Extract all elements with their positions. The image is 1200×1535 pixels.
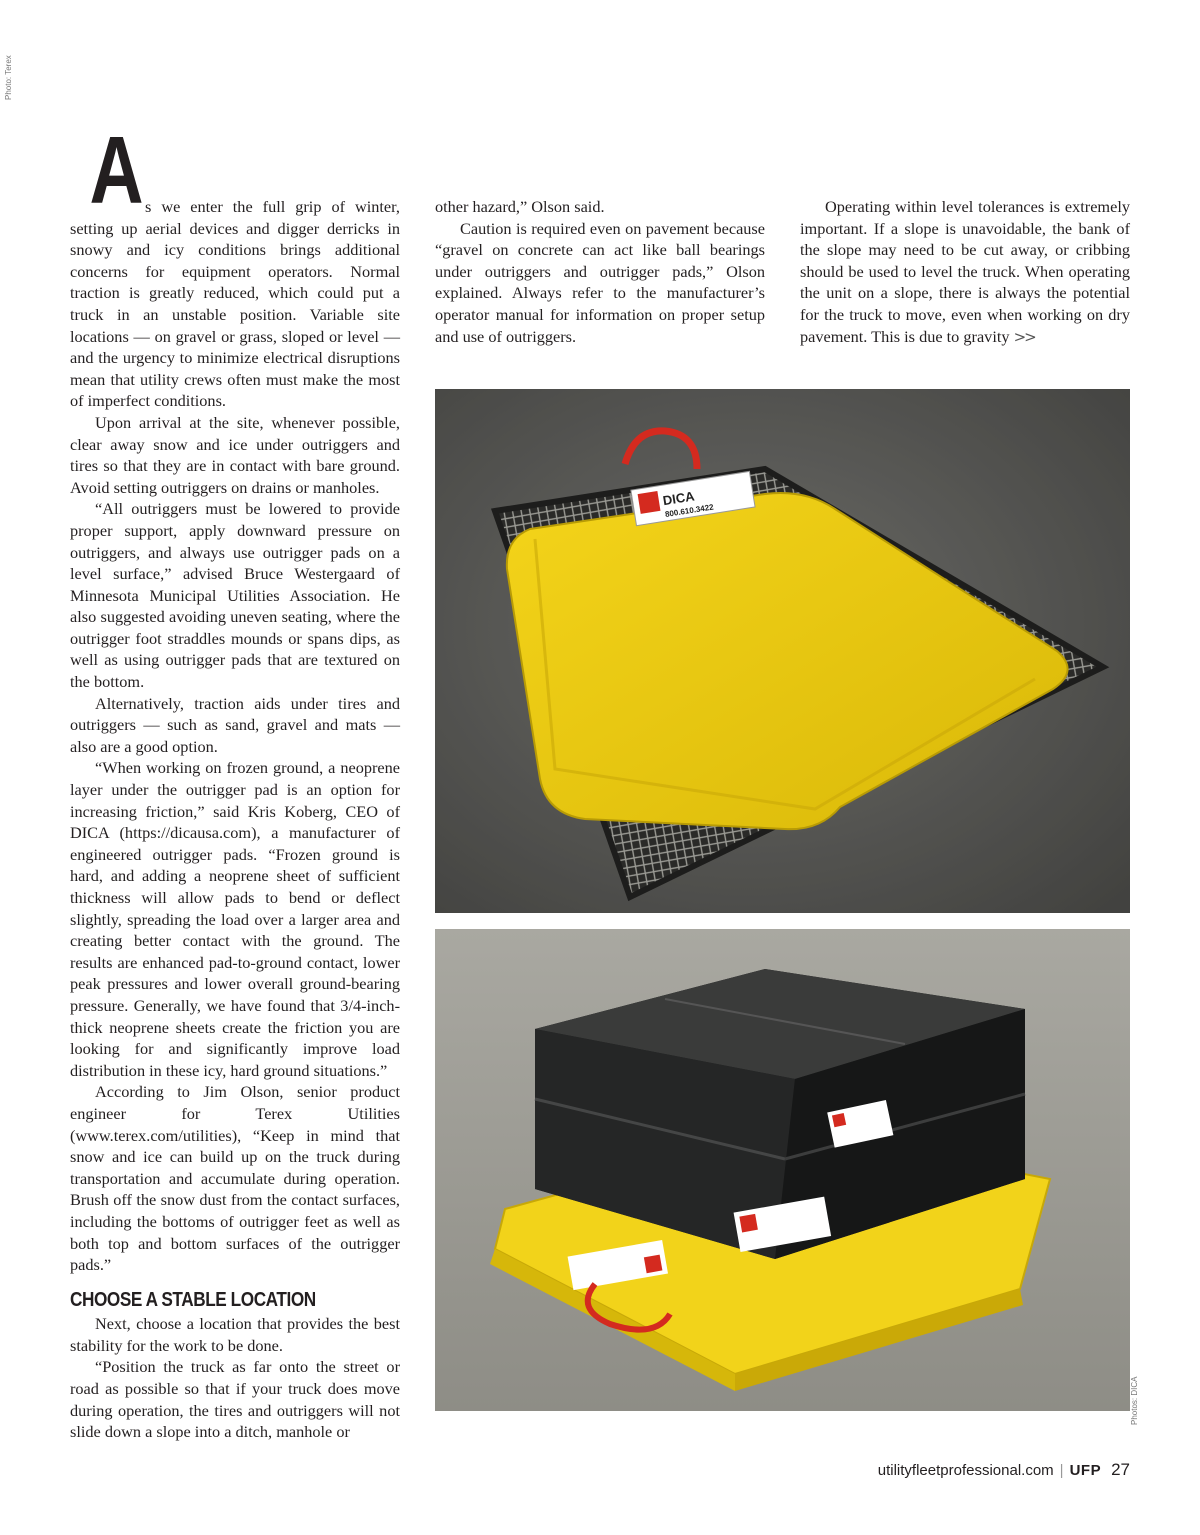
article-column-3 — [800, 196, 1130, 348]
photo-credit-terex: Photo: Terex — [4, 55, 13, 100]
article-column-2 — [435, 196, 765, 347]
drop-cap: A — [89, 117, 144, 224]
paragraph: Next, choose a location that provides the best stability for the work to be done. — [70, 1314, 400, 1355]
cribbing-illustration — [435, 929, 1130, 1411]
section-heading: CHOOSE A STABLE LOCATION — [70, 1288, 316, 1311]
lead-paragraph: As we enter the full grip of winter, setting up aerial devices and digger derricks in snowy and icy conditions brings additional concerns for equipment operators. Normal traction is greatly reduced, which could put a truck in an unstable position. Variable site locations — on gravel or grass, sloped or level — and the urgency to minimize electrical disruptions mean that utility crews often must make the most of imperfect conditions. — [70, 117, 400, 411]
paragraph: “Position the truck as far onto the street or road as possible so that if your truck does move during operation, the tires and outriggers will not slide down a slope into a ditch, manhole or — [70, 1357, 400, 1442]
footer-site: utilityfleetprofessional.com — [877, 1462, 1054, 1479]
footer-separator: | — [1059, 1462, 1064, 1479]
svg-text:DICA: DICA — [661, 488, 696, 509]
paragraph: “All outriggers must be lowered to provide proper support, apply downward pressure on outriggers, and always use outrigger pads on a level surface,” advised Bruce Westergaard of Minnesota Municipal Utilities Association. He also suggested avoiding uneven seating, where the outrigger foot straddles mounds or spans dips, as well as using outrigger pads that are textured on the bottom. — [70, 499, 400, 692]
page-number: 27 — [1111, 1460, 1130, 1479]
paragraph: Caution is required even on pavement because “gravel on concrete can act like ball bearings under outriggers and outrigger pads,” Olson explained. Always refer to the manufacturer’s operator manual for information on proper setup and use of outriggers. — [435, 218, 765, 346]
paragraph: According to Jim Olson, senior product engineer for Terex Utilities (www.terex.com/utilities), “Keep in mind that snow and ice can build up on the truck during transportation and accumulate during operation. Brush off the snow dust from the contact surfaces, including the bottoms of outrigger feet as well as both top and bottom surfaces of the outrigger pads.” — [70, 1082, 400, 1275]
paragraph: Operating within level tolerances is extremely important. If a slope is unavoidable, the bank of the slope may need to be cut away, or cribbing should be used to level the truck. When operating the unit on a slope, there is always the potential for the truck to move, even when working on dry pavement. This is due to gravity >> — [800, 197, 1130, 346]
article-column-1 — [70, 117, 400, 1443]
photo-cribbing-stack — [435, 929, 1130, 1411]
paragraph: “When working on frozen ground, a neoprene layer under the outrigger pad is an option for increasing friction,” said Kris Koberg, CEO of DICA (https://dicausa.com), a manufacturer of engineered outrigger pads. “Frozen ground is hard, and adding a neoprene sheet of sufficient thickness will allow pads to bend or deflect slightly, spreading the load over a larger area and creating better contact with the ground. The results are enhanced pad-to-ground contact, lower peak pressures and lower overall ground-bearing pressure. Generally, we have found that 3/4-inch-thick neoprene sheets create the friction you are looking for and significantly improve load distribution in these icy, hard ground situations.” — [70, 758, 400, 1080]
photo-credit-dica: Photos: DICA — [1130, 1376, 1139, 1425]
photo-yellow-outrigger-pad — [435, 389, 1130, 913]
page-footer — [780, 1460, 1130, 1484]
continue-arrow-icon: >> — [1013, 327, 1035, 346]
paragraph: other hazard,” Olson said. — [435, 197, 605, 216]
paragraph: Upon arrival at the site, whenever possible, clear away snow and ice under outriggers and tires so that they are in contact with bare ground. Avoid setting outriggers on drains or manholes. — [70, 412, 400, 497]
footer-brand: UFP — [1069, 1462, 1102, 1479]
svg-text:800.610.3422: 800.610.3422 — [664, 502, 715, 520]
paragraph: Alternatively, traction aids under tires and outriggers — such as sand, gravel and mats — also are a good option. — [70, 693, 400, 756]
outrigger-pad-illustration — [435, 389, 1130, 913]
